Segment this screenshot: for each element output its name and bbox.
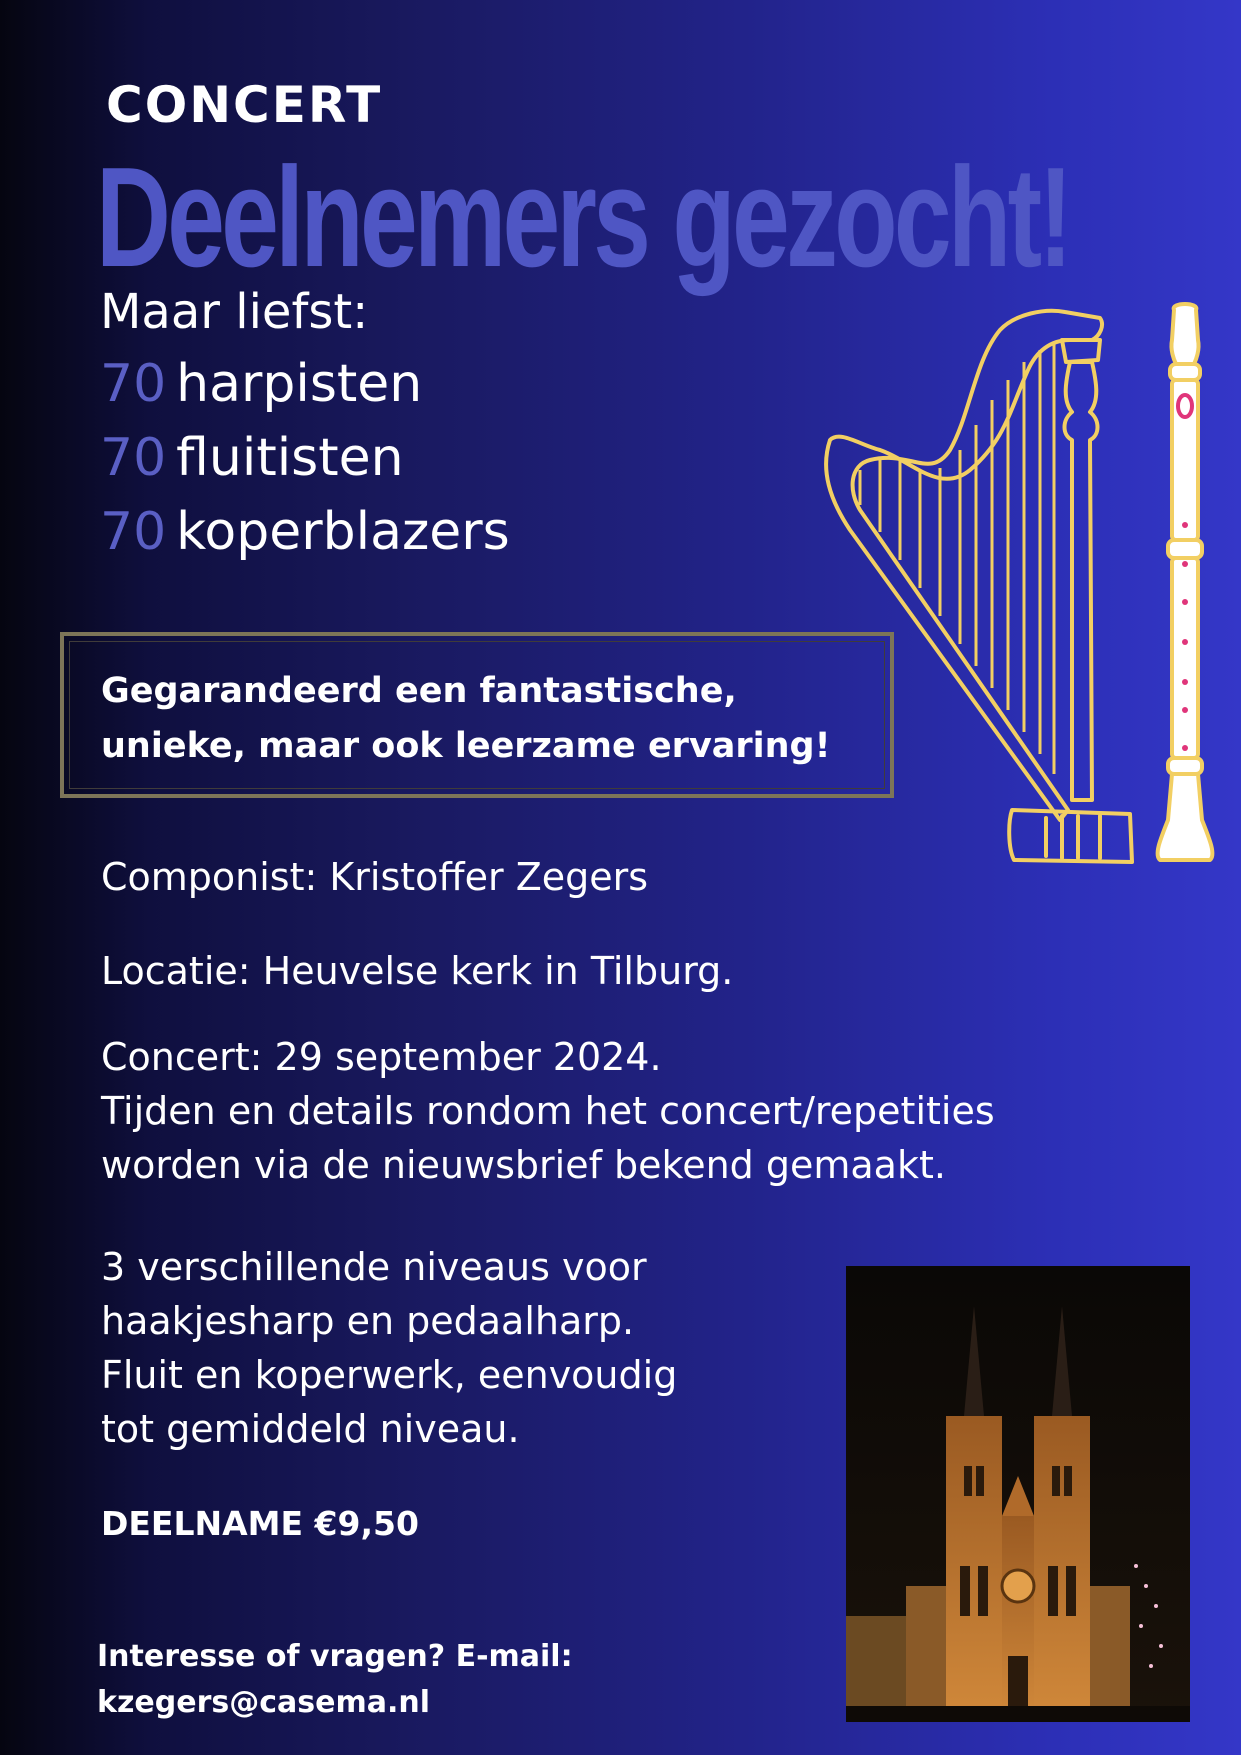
contact-line: Interesse of vragen? E-mail: — [97, 1639, 573, 1674]
guarantee-text — [101, 664, 881, 774]
guarantee-line-2: unieke, maar ook leerzame ervaring! — [101, 726, 831, 766]
wanted-label: koperblazers — [176, 502, 510, 562]
recorder-icon — [1140, 300, 1230, 870]
levels-line-2: haakjesharp en pedaalharp. — [101, 1299, 635, 1343]
levels-line-3: Fluit en koperwerk, eenvoudig — [101, 1353, 678, 1397]
details-text — [101, 1084, 1061, 1192]
wanted-row-flute — [100, 428, 404, 488]
levels-line-4: tot gemiddeld niveau. — [101, 1407, 520, 1451]
wanted-count: 70 — [100, 354, 167, 414]
concert-date-text: Concert: 29 september 2024. — [101, 1035, 662, 1079]
wanted-intro: Maar liefst: — [100, 284, 369, 340]
harp-icon — [800, 300, 1140, 870]
headline: Deelnemers gezocht! — [96, 138, 1070, 297]
composer-text: Componist: Kristoffer Zegers — [101, 855, 649, 899]
levels-line-1: 3 verschillende niveaus voor — [101, 1245, 647, 1289]
wanted-row-brass — [100, 502, 510, 562]
contact-block — [97, 1634, 573, 1726]
fee-text: DEELNAME €9,50 — [101, 1504, 419, 1543]
wanted-row-harp — [100, 354, 422, 414]
wanted-count: 70 — [100, 502, 167, 562]
concert-label: CONCERT — [106, 76, 383, 134]
details-line-1: Tijden en details rondom het concert/repetities — [101, 1089, 995, 1133]
location-text: Locatie: Heuvelse kerk in Tilburg. — [101, 949, 734, 993]
wanted-label: fluitisten — [176, 428, 404, 488]
wanted-label: harpisten — [176, 354, 423, 414]
details-line-2: worden via de nieuwsbrief bekend gemaakt. — [101, 1143, 946, 1187]
wanted-count: 70 — [100, 428, 167, 488]
church-photo — [846, 1266, 1190, 1722]
guarantee-line-1: Gegarandeerd een fantastische, — [101, 671, 737, 711]
levels-text — [101, 1240, 741, 1456]
contact-email[interactable]: kzegers@casema.nl — [97, 1685, 431, 1720]
